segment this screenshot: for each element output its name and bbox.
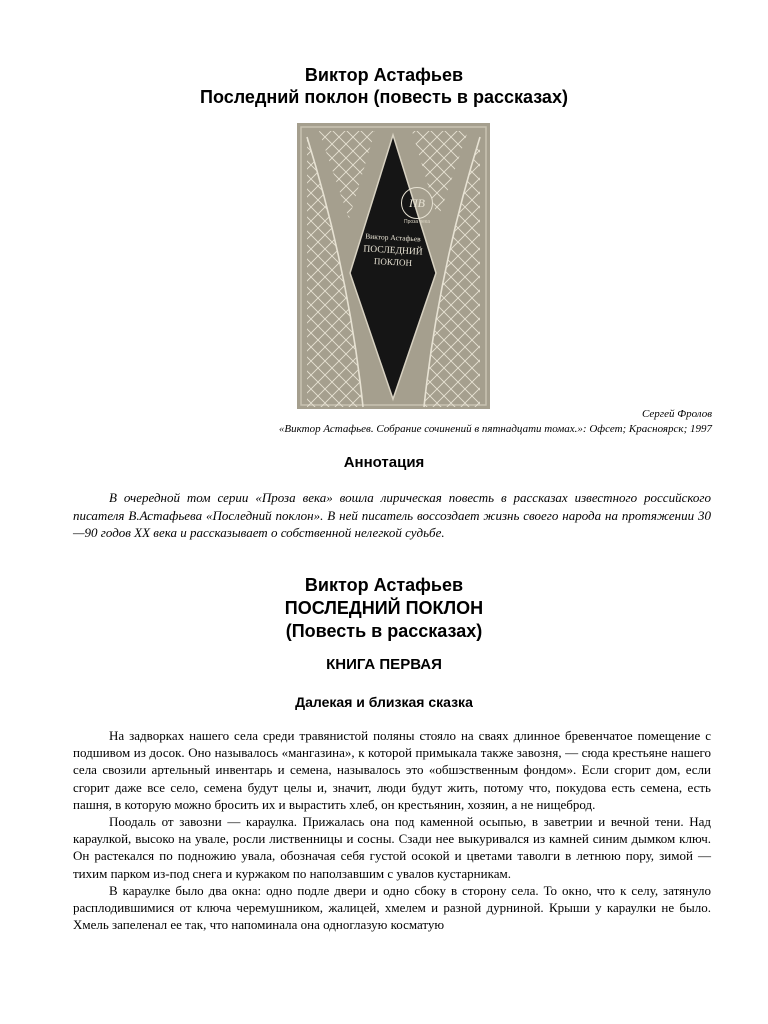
cover-author: Виктор Астафьев	[365, 231, 421, 244]
annotation-heading: Аннотация	[343, 454, 425, 471]
credit-source: «Виктор Астафьев. Собрание сочинений в пятнадцати томах.»: Офсет; Красноярск; 1997	[278, 423, 712, 435]
paragraph: На задворках нашего села среди травянистой поляны стояло на сваях длинное бревенчатое помещение с подшивом из досок. Оно называлось «мангазина», к которой примыкала также завозня, — сюда крестьяне нашего села свозили артельный инвентарь и семена, называлось это «обшэственным фондом». Если сгорит дом, если сгорит даже все село, семена будут целы и, значит, люди будут жить, потому что, покудова есть семена, есть пашня, в которую можно бросить их и вырастить хлеб, он крестьянин, хозяин, а не нищеброд.	[73, 728, 711, 812]
cover-series-label: Проза века	[403, 219, 431, 225]
book-heading: КНИГА ПЕРВАЯ	[326, 656, 442, 673]
paragraph: В караулке было два окна: одно подле двери и одно сбоку в сторону села. То окно, что к селу, затянуло расплодившимися от ключа черемушником, жалицей, хмелем и разной дурниной. Крыши у караулки не было. Хмель запеленал ее так, что напоминала она одноглазую косматую	[73, 882, 711, 933]
credit-author: Сергей Фролов	[642, 408, 712, 420]
paragraph: Поодаль от завозни — караулка. Прижалась она под каменной осыпью, в заветрии и вечной тени. Над караулкой, высоко на увале, росли лиственницы и сосны. Сзади нее выкуривался из камней синим дымком ключ. Он растекался по подножию увала, обозначая себя густой осокой и цветами таволги в летнюю пору, зимой — тихим парком из-под снега и куржаком по наползавшим с увалов кустарникам.	[73, 814, 711, 881]
main-subtitle: (Повесть в рассказах)	[285, 621, 483, 641]
main-author: Виктор Астафьев	[304, 575, 464, 595]
header-author: Виктор Астафьев	[304, 65, 464, 85]
main-title: ПОСЛЕДНИЙ ПОКЛОН	[284, 598, 484, 618]
cover-title-line2: ПОКЛОН	[373, 256, 413, 268]
annotation-text: В очередной том серии «Проза века» вошла лирическая повесть в рассказах известного российского писателя В.Астафьева «Последний поклон». В ней писатель воссоздает жизнь своего народа на протяжении 30—90 годов XX века и рассказывает о собственной нелегкой судьбе.	[73, 490, 711, 540]
header-title: Последний поклон (повесть в рассказах)	[200, 87, 568, 107]
book-cover-image	[297, 123, 490, 409]
cover-series-mark: ПВ	[401, 187, 433, 219]
cover-title-line1: ПОСЛЕДНИЙ	[363, 244, 423, 258]
chapter-body	[73, 727, 711, 933]
chapter-title: Далекая и близкая сказка	[295, 694, 473, 710]
